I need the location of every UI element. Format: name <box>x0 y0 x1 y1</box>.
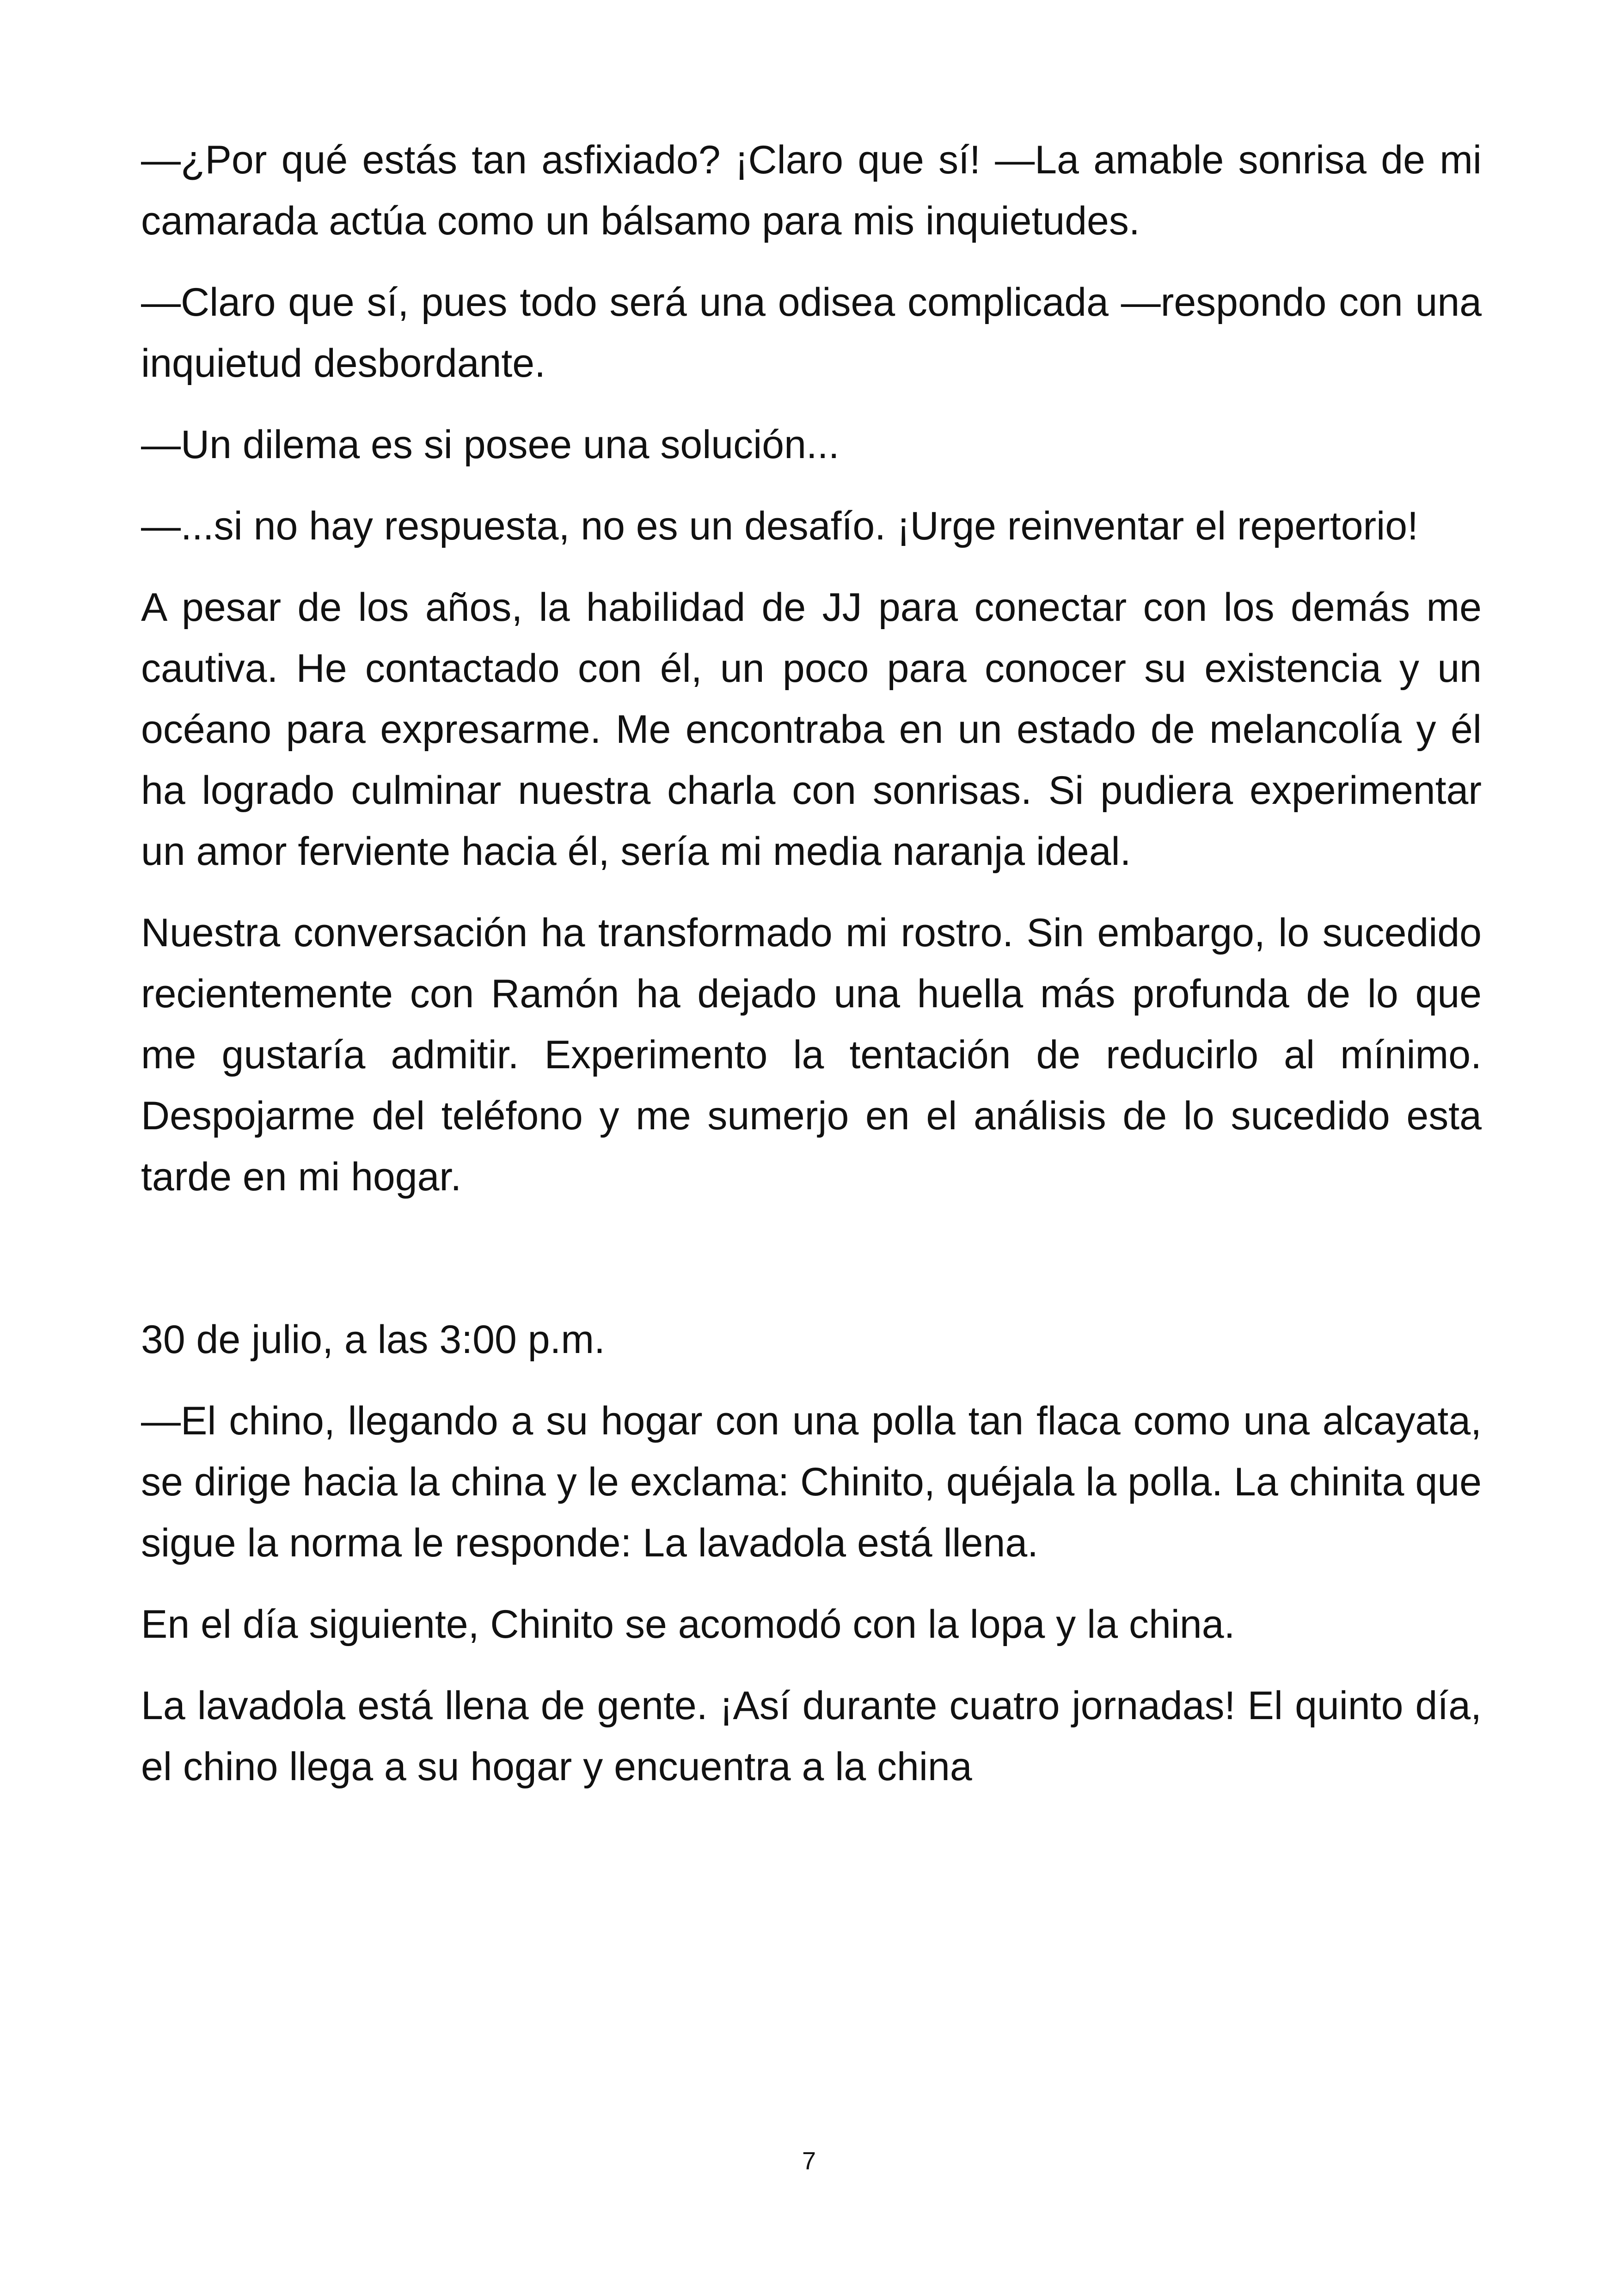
paragraph-narrative-1: A pesar de los años, la habilidad de JJ para conectar con los demás me cautiva. He contactado con él, un poco para conocer su existencia y un océano para expresarme. Me encontraba en un estado de melancolía y él ha logrado culminar nuestra charla con sonrisas. Si pudiera experimentar un amor ferviente hacia él, sería mi media naranja ideal. <box>141 585 1482 874</box>
section-break <box>141 1228 1482 1309</box>
paragraph-story-2: En el día siguiente, Chinito se acomodó con la lopa y la china. <box>141 1602 1235 1647</box>
paragraph-narrative-2: Nuestra conversación ha transformado mi rostro. Sin embargo, lo sucedido recientemente con Ramón ha dejado una huella más profunda de lo que me gustaría admitir. Experimento la tentación de reducirlo al mínimo. Despojarme del teléfono y me sumerjo en el análisis de lo sucedido esta tarde en mi hogar. <box>141 911 1482 1199</box>
paragraph-story-1: —El chino, llegando a su hogar con una polla tan flaca como una alcayata, se dirige hacia la china y le exclama: Chinito, quéjala la polla. La chinita que sigue la norma le responde: La lavadola está llena. <box>141 1399 1482 1565</box>
paragraph-dialogue-1: —¿Por qué estás tan asfixiado? ¡Claro que sí! —La amable sonrisa de mi camarada actúa como un bálsamo para mis inquietudes. <box>141 138 1482 243</box>
date-heading: 30 de julio, a las 3:00 p.m. <box>141 1317 605 1362</box>
paragraph-dialogue-4: —...si no hay respuesta, no es un desafío. ¡Urge reinventar el repertorio! <box>141 504 1419 548</box>
paragraph-dialogue-2: —Claro que sí, pues todo será una odisea complicada —respondo con una inquietud desbordante. <box>141 280 1482 386</box>
paragraph-dialogue-3: —Un dilema es si posee una solución... <box>141 422 840 467</box>
page-number: 7 <box>802 2147 816 2175</box>
paragraph-story-3: La lavadola está llena de gente. ¡Así durante cuatro jornadas! El quinto día, el chino llega a su hogar y encuentra a la china <box>141 1684 1482 1789</box>
body-text <box>141 129 1482 1818</box>
